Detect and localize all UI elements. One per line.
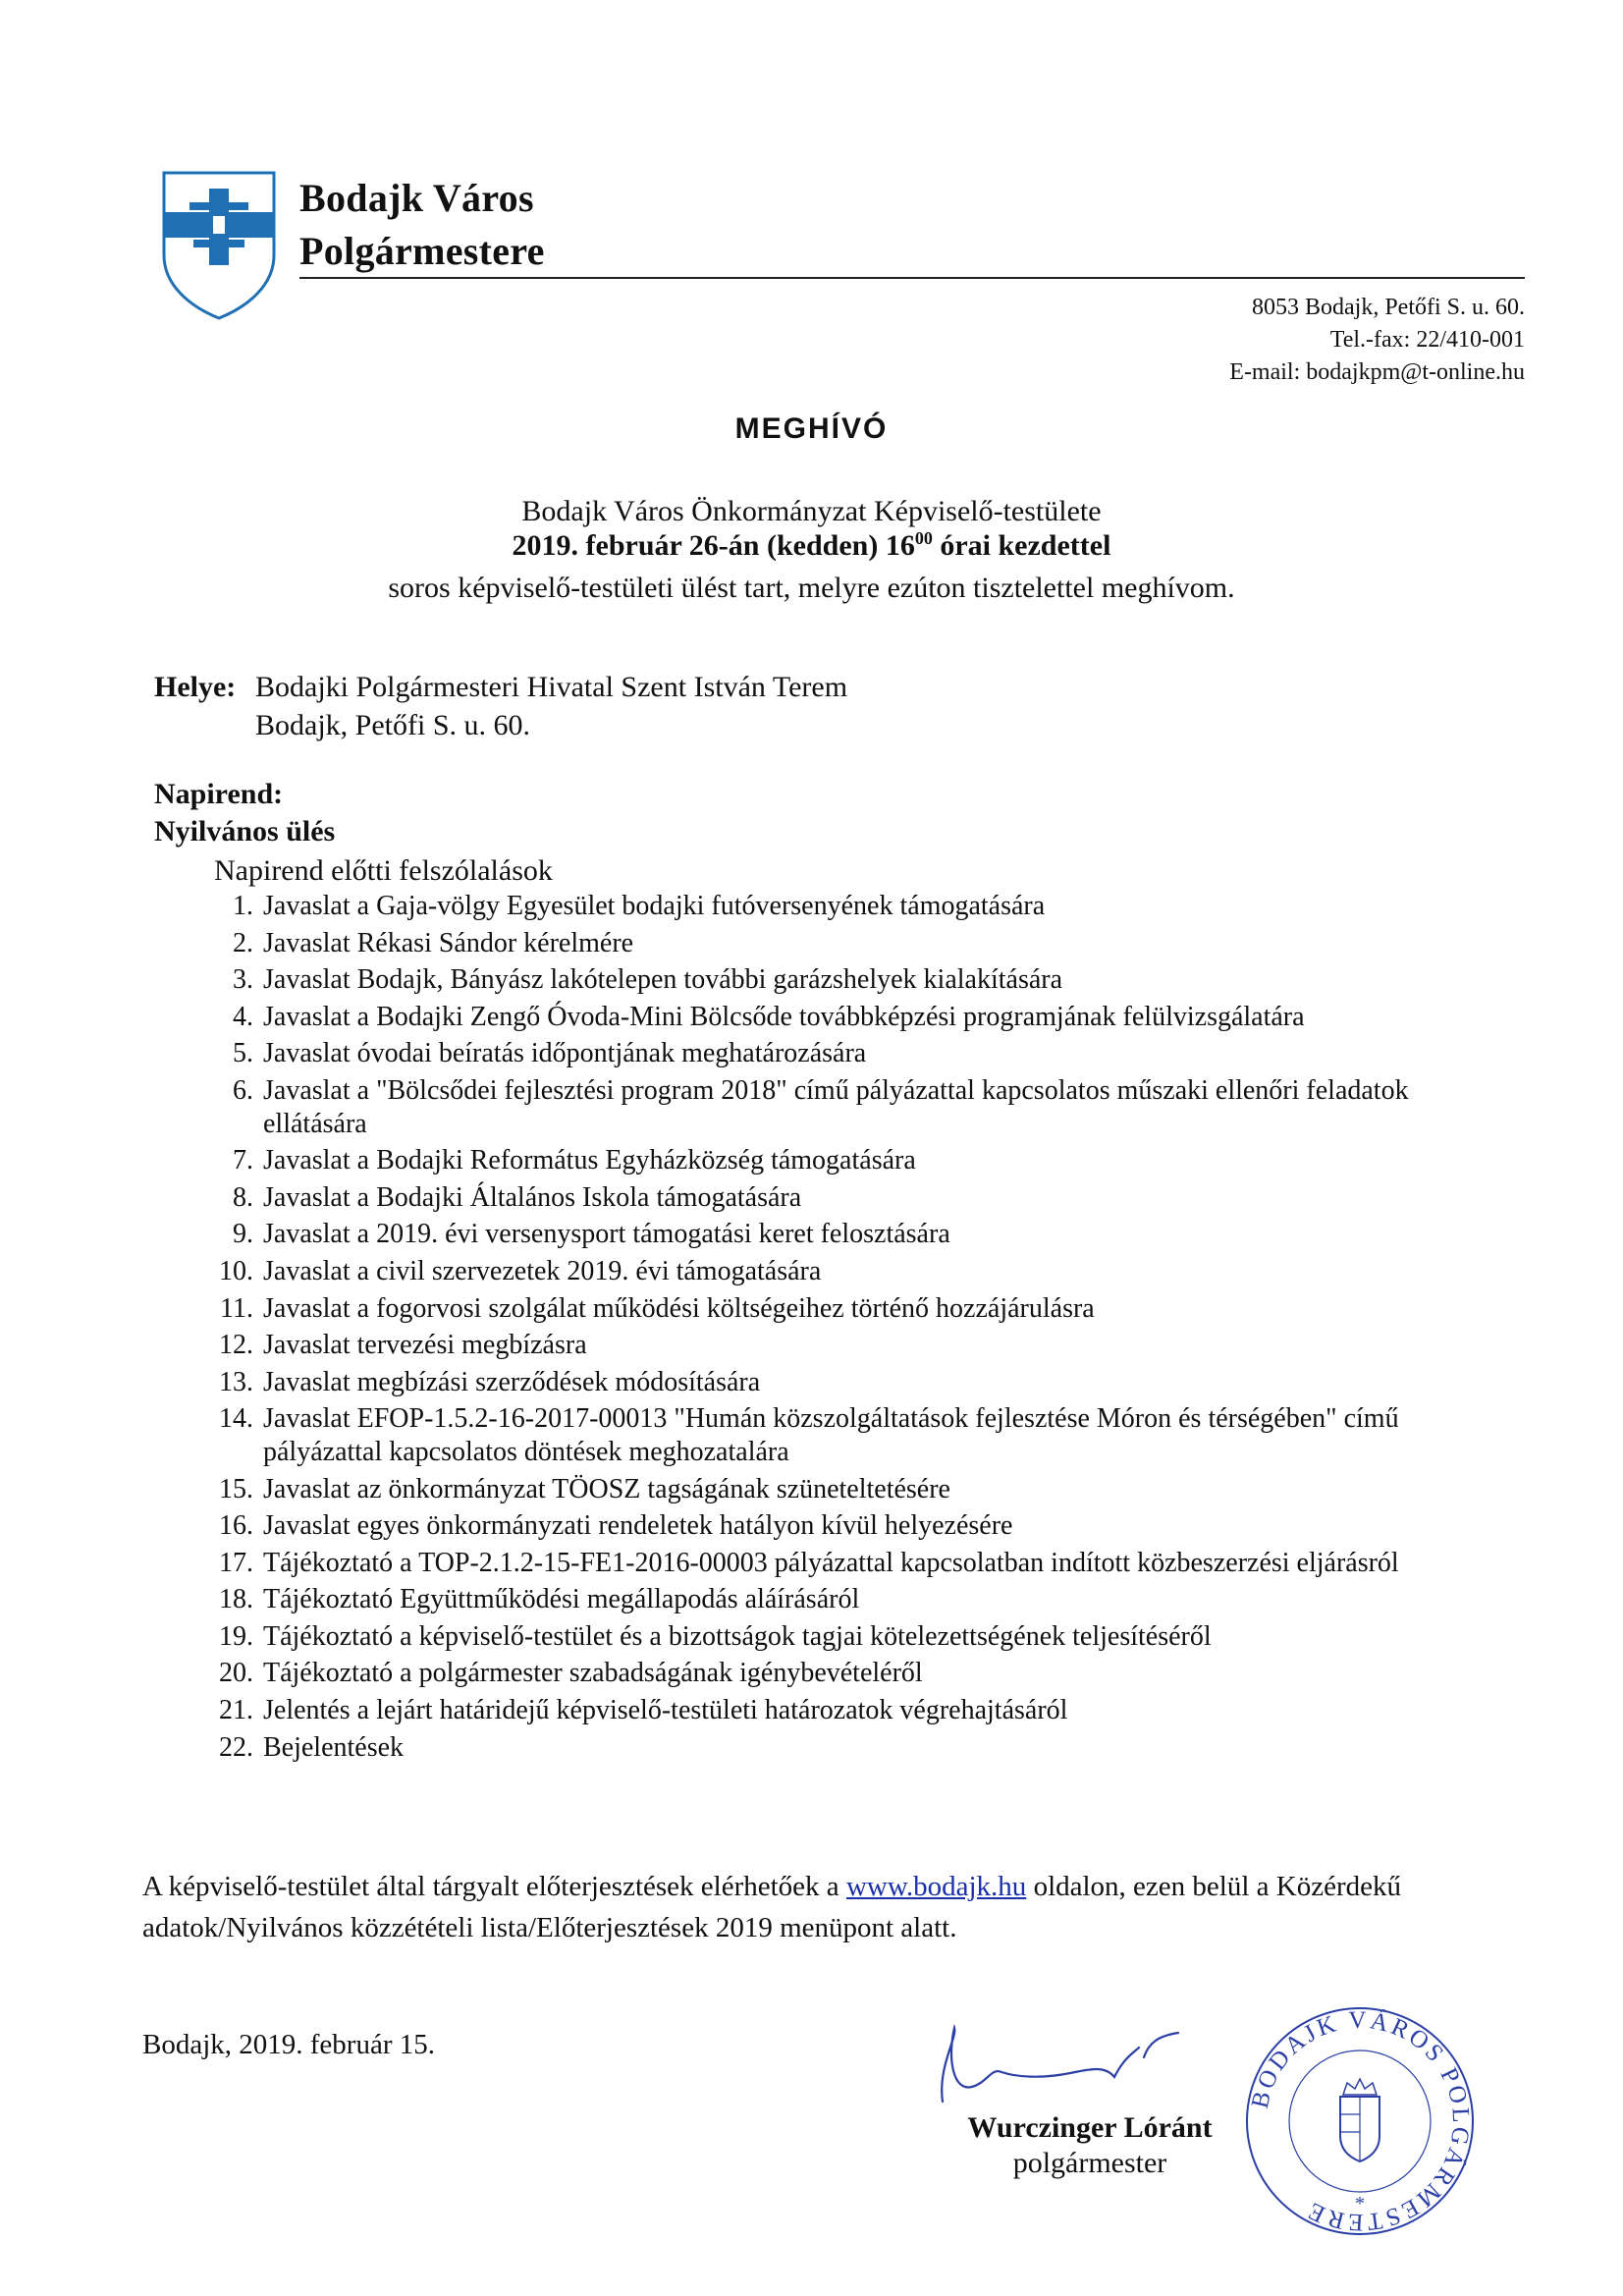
agenda-item [192,1001,1508,1034]
agenda-item-text: Javaslat a Gaja-völgy Egyesület bodajki futóversenyének támogatására [263,891,1046,921]
document-title: MEGHÍVÓ [734,412,889,445]
header-divider [299,277,1525,279]
meeting-start: órai kezdettel [932,529,1111,562]
agenda-item-number: 2. [233,927,253,958]
agenda-item-number: 20. [219,1658,253,1689]
agenda-item [192,1292,1508,1326]
agenda-item-number: 13. [219,1366,253,1397]
public-session-heading: Nyilvános ülés [154,815,336,847]
place-address: Bodajk, Petőfi S. u. 60. [255,709,531,741]
agenda-item [192,963,1508,997]
agenda-item-number: 16. [219,1510,253,1542]
agenda-item-text: Javaslat a Bodajki Általános Iskola támogatására [263,1181,802,1213]
agenda-item-text: Javaslat a civil szervezetek 2019. évi támogatására [263,1255,822,1286]
agenda-item-text: Javaslat tervezési megbízásra [263,1330,587,1361]
place-label: Helye: [154,671,237,703]
agenda-item-text: Javaslat megbízási szerződések módosítására [263,1366,761,1397]
official-stamp-icon [1237,1998,1483,2244]
agenda-item [192,1218,1508,1251]
agenda-item [192,1181,1508,1215]
agenda-item-text: Javaslat a Bodajki Református Egyházközség támogatására [263,1145,916,1176]
intro-line1: Bodajk Város Önkormányzat Képviselő-testülete [521,495,1102,527]
stamp-text: BODAJK VÁROS POLGÁRMESTERE [1246,2006,1475,2236]
agenda-item-text: Tájékoztató a polgármester szabadságának igénybevételéről [263,1658,923,1689]
meeting-datetime [0,528,1623,563]
agenda-item-text: Javaslat EFOP-1.5.2-16-2017-00013 "Humán közszolgáltatások fejlesztése Móron és térségében" című pályázattal kapcsolatos döntések meghozatalára [263,1403,1399,1467]
agenda-item-number: 17. [219,1547,253,1578]
agenda-item-number: 18. [219,1584,253,1615]
agenda-item-number: 5. [233,1038,253,1069]
agenda-item-number: 9. [233,1219,253,1250]
agenda-item-text: Javaslat a 2019. évi versenysport támogatási keret felosztására [263,1219,950,1250]
agenda-item-number: 22. [219,1731,253,1763]
agenda-item-number: 11. [220,1292,253,1324]
agenda-item-number: 10. [219,1255,253,1286]
agenda-item [192,1402,1508,1468]
agenda-item-number: 8. [233,1181,253,1213]
footnote-text-post: oldalon, ezen belül a Közérdekű adatok/Nyilvános közzétételi lista/Előterjesztések 2019 menüpont alatt. [142,1871,1401,1944]
intro-line3: soros képviselő-testületi ülést tart, melyre ezúton tisztelettel meghívom. [388,572,1235,604]
agenda-item-text: Javaslat a "Bölcsődei fejlesztési program 2018" című pályázattal kapcsolatos műszaki ellenőri feladatok ellátására [263,1074,1409,1139]
svg-text:*: * [1355,2193,1365,2214]
agenda-item-text: Javaslat Rékasi Sándor kérelmére [263,927,634,958]
agenda-item-text: Tájékoztató Együttműködési megállapodás aláírásáról [263,1584,860,1615]
agenda-item-text: Tájékoztató a TOP-2.1.2-15-FE1-2016-00003 pályázattal kapcsolatban indított közbeszerzési eljárásról [263,1547,1399,1578]
agenda-item [192,1144,1508,1177]
agenda-item [192,927,1508,960]
agenda-item [192,1731,1508,1765]
coat-of-arms-icon [160,169,278,321]
footnote-text-pre: A képviselő-testület által tárgyalt előterjesztések elérhetőek a [142,1871,846,1902]
agenda-item-text: Bejelentések [263,1731,405,1763]
place-venue: Bodajki Polgármesteri Hivatal Szent István Terem [255,671,848,703]
agenda-item [192,1547,1508,1580]
agenda-item [192,1473,1508,1506]
pre-agenda-item: Napirend előtti felszólalások [214,854,553,887]
org-name-line2: Polgármestere [299,229,545,273]
agenda-item [192,1657,1508,1690]
tel-fax: Tel.-fax: 22/410-001 [1329,327,1525,353]
agenda-list [192,890,1508,1768]
agenda-item [192,1074,1508,1140]
agenda-item [192,1620,1508,1654]
agenda-item-number: 15. [219,1473,253,1504]
agenda-item [192,1329,1508,1362]
agenda-item-text: Jelentés a lejárt határidejű képviselő-testületi határozatok végrehajtásáról [263,1695,1068,1726]
agenda-item-number: 14. [219,1403,253,1435]
agenda-item-text: Javaslat az önkormányzat TÖOSZ tagságának szüneteltetésére [263,1473,950,1504]
agenda-item-text: Javaslat Bodajk, Bányász lakótelepen további garázshelyek kialakítására [263,964,1063,996]
meeting-minutes: 00 [914,528,933,548]
signature-icon [933,2008,1208,2116]
agenda-item [192,1583,1508,1616]
agenda-item [192,1255,1508,1288]
agenda-item-text: Javaslat a fogorvosi szolgálat működési költségeihez történő hozzájárulásra [263,1292,1095,1324]
agenda-item-number: 19. [219,1620,253,1652]
agenda-item [192,1509,1508,1543]
org-name-line1: Bodajk Város [299,176,534,220]
agenda-item-text: Tájékoztató a képviselő-testület és a bizottságok tagjai kötelezettségének teljesítéséről [263,1620,1212,1652]
agenda-item [192,1366,1508,1399]
footnote [142,1866,1458,1948]
website-link[interactable]: www.bodajk.hu [845,1871,1027,1902]
address: 8053 Bodajk, Petőfi S. u. 60. [1251,295,1525,320]
agenda-item [192,1694,1508,1727]
agenda-item-number: 7. [233,1145,253,1176]
email: E-mail: bodajkpm@t-online.hu [1229,359,1525,385]
agenda-item [192,1037,1508,1070]
agenda-item-number: 3. [233,964,253,996]
agenda-item-number: 6. [233,1074,253,1106]
signatory-name: Wurczinger Lóránt [967,2111,1213,2144]
document-date: Bodajk, 2019. február 15. [142,2029,435,2060]
agenda-item-text: Javaslat a Bodajki Zengő Óvoda-Mini Bölcsőde továbbképzési programjának felülvizsgálatára [263,1001,1305,1032]
agenda-item-number: 4. [233,1001,253,1032]
agenda-heading: Napirend: [154,778,284,810]
agenda-item-text: Javaslat óvodai beíratás időpontjának meghatározására [263,1038,867,1069]
agenda-item-number: 21. [219,1695,253,1726]
agenda-item [192,890,1508,923]
agenda-item-number: 12. [219,1330,253,1361]
meeting-date: 2019. február 26-án (kedden) 16 [512,529,915,562]
agenda-item-text: Javaslat egyes önkormányzati rendeletek hatályon kívül helyezésére [263,1510,1013,1542]
agenda-item-number: 1. [233,891,253,921]
signatory-title: polgármester [1012,2147,1167,2179]
